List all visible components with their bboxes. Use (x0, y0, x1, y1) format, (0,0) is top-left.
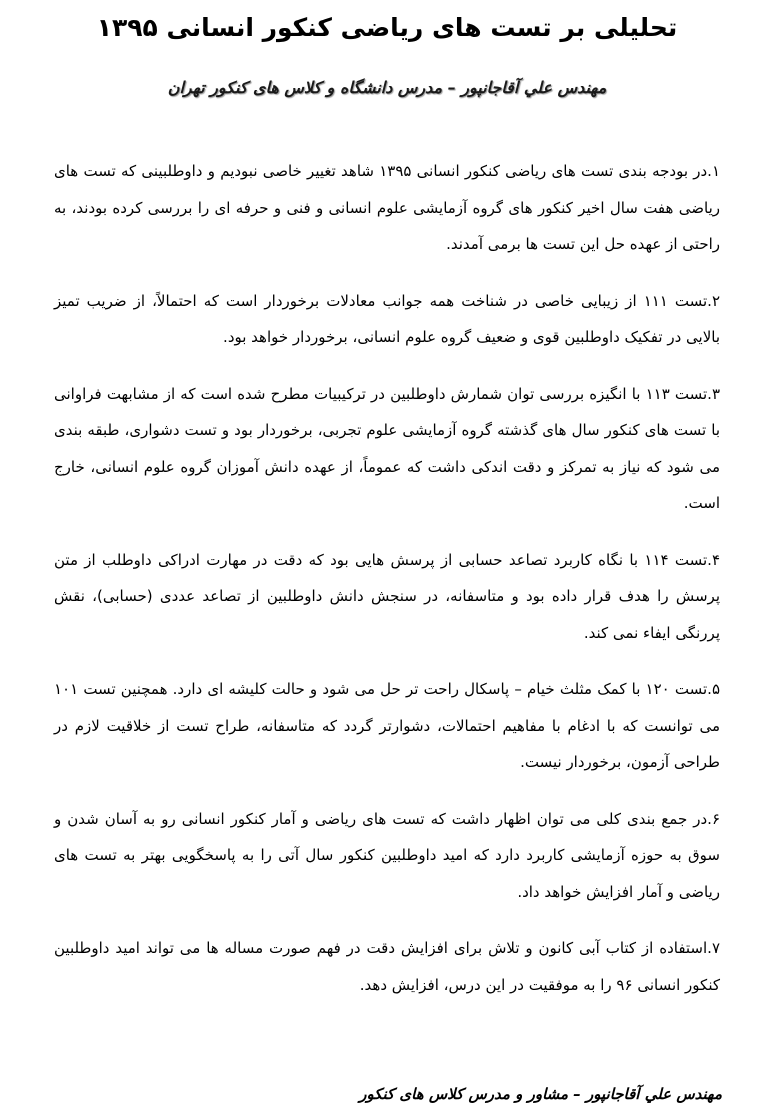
paragraph-4: ۴.تست ۱۱۴ با نگاه کاربرد تصاعد حسابی از پرسش هایی بود که دقت در مهارت ادراکی داوطلب از متن پرسش را هدف قرار داده بود و متاسفانه، در سنجش دانش داوطلبین از تصاعد عددی (حسابی)، نقش پررنگی ایفاء نمی کند. (54, 550, 721, 642)
paragraph-2: ۲.تست ۱۱۱ از زیبایی خاصی در شناخت همه جوانب معادلات برخوردار است که احتمالاً، از ضریب تمیز بالایی در تفکیک داوطلبین قوی و ضعیف گروه علوم انسانی، برخوردار خواهد بود. (54, 291, 721, 346)
paragraph-7: ۷.استفاده از کتاب آبی کانون و تلاش برای افزایش دقت در فهم صورت مساله ها می تواند امید داوطلبین کنکور انسانی ۹۶ را به موفقیت در این درس، افزایش دهد. (54, 939, 720, 994)
paragraph-3: ۳.تست ۱۱۳ با انگیزه بررسی توان شمارش داوطلبین در ترکیبیات مطرح شده است که از مشابهت فراوانی با تست های کنکور سال های گذشته گروه آزمایشی علوم تجربی، برخوردار بود و تست دشواری، طبقه بندی می شود که نیاز به تمرکز و دقت اندکی داشت که عموماً، از عهده دانش آموزان گروه علوم انسانی، خارج است. (54, 384, 720, 512)
paragraph-6: ۶.در جمع بندی کلی می توان اظهار داشت که تست های ریاضی و آمار کنکور انسانی رو به آسان شدن و سوق به حوزه آزمایشی کاربرد دارد که امید داوطلبین کنکور سال آتی را به پاسخگویی بهتر به تست های ریاضی و آمار افزایش خواهد داد. (54, 809, 720, 901)
author-signature: مهندس علي آقاجانپور – مشاور و مدرس کلاس های کنکور (359, 1085, 722, 1103)
document-title: تحلیلی بر تست های ریاضی کنکور انسانی ۱۳۹۵ (96, 13, 678, 42)
paragraph-5: ۵.تست ۱۲۰ با کمک مثلث خیام – پاسکال راحت تر حل می شود و حالت کلیشه ای دارد. همچنین تست ۱۰۱ می توانست که با ادغام با مفاهیم احتمالات، دشوارتر گردد که متاسفانه، طراح تست از خلاقیت لازم در طراحی آزمون، برخوردار نیست. (54, 680, 720, 771)
document-subtitle: مهندس علي آقاجانپور – مدرس دانشگاه و کلاس های کنکور تهران (167, 78, 607, 97)
document-body (54, 153, 720, 1023)
paragraph-1: ۱.در بودجه بندی تست های ریاضی کنکور انسانی ۱۳۹۵ شاهد تغییر خاصی نبودیم و داوطلبینی که تست های ریاضی هفت سال اخیر کنکور های گروه آزمایشی علوم انسانی و فنی و حرفه ای را بررسی کرده بودند، به راحتی از عهده حل این تست ها برمی آمدند. (54, 162, 720, 253)
